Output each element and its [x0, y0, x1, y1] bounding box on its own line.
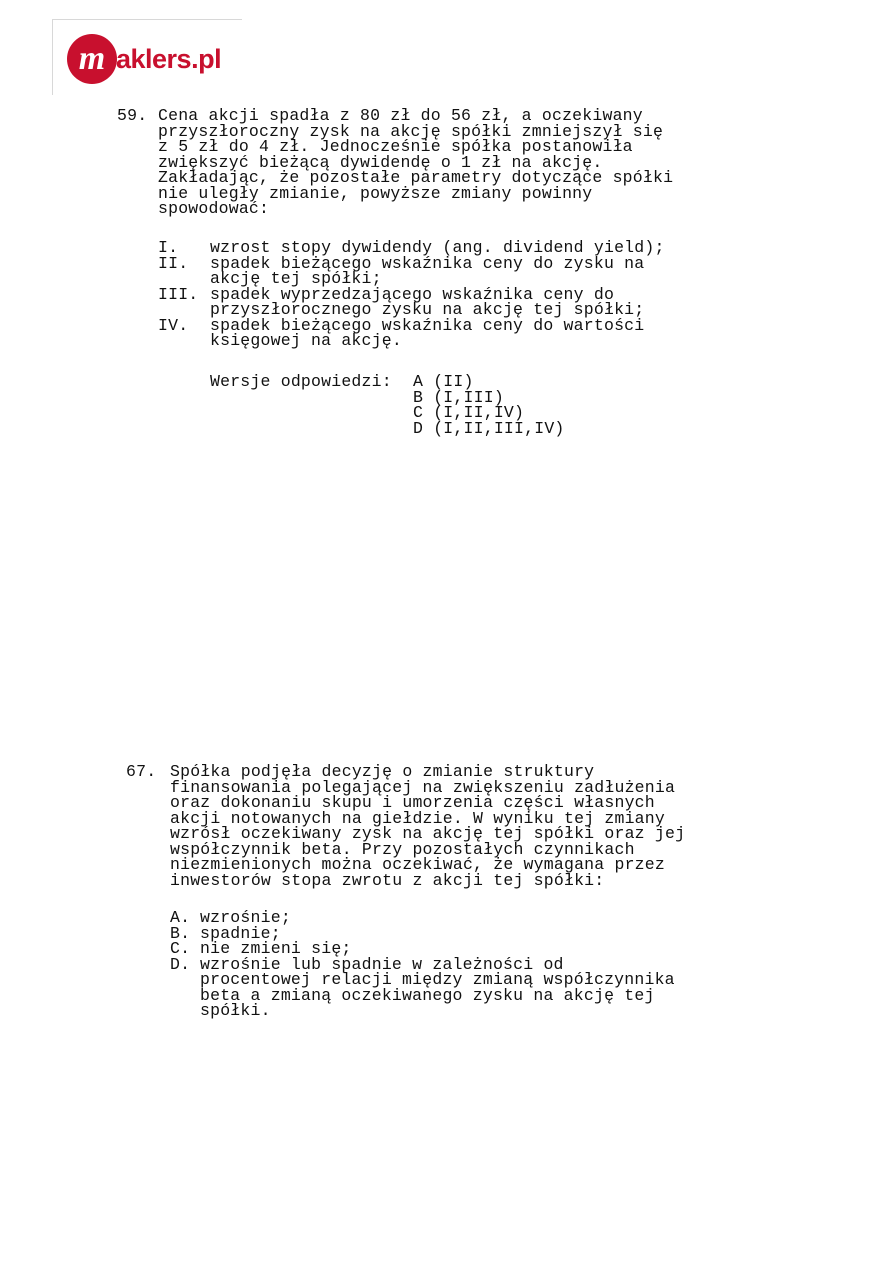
question-text-line: inwestorów stopa zwrotu z akcji tej spółki:	[170, 870, 605, 890]
question-text-line: przyszłoroczny zysk na akcję spółki zmniejszył się	[158, 121, 664, 141]
answer-option: C (I,II,IV)	[413, 403, 525, 422]
option-text: spółki.	[200, 1001, 271, 1020]
question-text-line: nie uległy zmianie, powyższe zmiany powinny	[158, 183, 593, 203]
question-text-line: Cena akcji spadła z 80 zł do 56 zł, a oczekiwany	[158, 106, 643, 125]
option-text: spadnie;	[200, 923, 281, 943]
question-59-text	[158, 108, 673, 217]
answer-option	[170, 1003, 675, 1019]
question-text-line: współczynnik beta. Przy pozostałych czynnikach	[170, 839, 635, 859]
logo-divider	[52, 19, 242, 20]
option-letter	[170, 1003, 200, 1019]
statement-number: IV.	[158, 315, 189, 335]
maklers-logo-icon	[66, 33, 118, 85]
option-text: nie zmieni się;	[200, 939, 352, 958]
option-letter: C.	[170, 939, 191, 958]
statement-text: wzrost stopy dywidendy (ang. dividend yield);	[210, 238, 665, 257]
statement-number: I.	[158, 238, 179, 257]
answers-list	[413, 374, 565, 436]
option-text: beta a zmianą oczekiwanego zysku na akcję tej	[200, 985, 655, 1005]
question-59-items	[158, 240, 665, 349]
answer-option: A (II)	[413, 372, 474, 391]
logo-divider-vertical	[52, 19, 53, 95]
option-text: wzrośnie lub spadnie w zależności od	[200, 954, 564, 974]
question-text-line: wzrósł oczekiwany zysk na akcję tej spółki oraz jej	[170, 824, 686, 843]
statement-text: księgowej na akcję.	[210, 331, 402, 350]
statement-number	[158, 333, 210, 349]
question-text-line: niezmienionych można oczekiwać, że wymagana przez	[170, 855, 665, 874]
question-text-line: z 5 zł do 4 zł. Jednocześnie spółka postanowiła	[158, 137, 633, 156]
statement-text: akcję tej spółki;	[210, 269, 382, 288]
question-text-line: oraz dokonaniu skupu i umorzenia części własnych	[170, 793, 655, 812]
question-text-line: finansowania polegającej na zwiększeniu zadłużenia	[170, 777, 676, 797]
statement-text: spadek wyprzedzającego wskaźnika ceny do	[210, 284, 615, 304]
question-67-number: 67.	[126, 762, 157, 781]
question-text-line: akcji notowanych na giełdzie. W wyniku tej zmiany	[170, 808, 665, 828]
question-67-options	[170, 910, 675, 1019]
statement-text: przyszłorocznego zysku na akcję tej spółki;	[210, 300, 645, 319]
logo-badge-letter: m	[78, 40, 106, 77]
option-letter	[170, 972, 200, 988]
answer-option: D (I,II,III,IV)	[413, 418, 565, 438]
option-letter: D.	[170, 954, 191, 974]
statement-number: III.	[158, 284, 199, 304]
logo-text: aklers.pl	[116, 44, 222, 74]
question-59-number: 59.	[117, 106, 148, 125]
statement-text: spadek bieżącego wskaźnika ceny do wartości	[210, 315, 645, 335]
option-letter: B.	[170, 923, 191, 943]
option-text: procentowej relacji między zmianą współczynnika	[200, 970, 675, 989]
answers-label: Wersje odpowiedzi:	[210, 372, 392, 391]
question-text-line: zwiększyć bieżącą dywidendę o 1 zł na akcję.	[158, 152, 603, 172]
option-letter	[170, 988, 200, 1004]
statement-item	[158, 333, 665, 349]
statement-number: II.	[158, 253, 189, 273]
question-text-line: Spółka podjęła decyzję o zmianie struktury	[170, 762, 595, 781]
question-text-line: spowodować:	[158, 199, 270, 218]
question-text-line: Zakładając, że pozostałe parametry dotyczące spółki	[158, 168, 674, 187]
statement-text: spadek bieżącego wskaźnika ceny do zysku na	[210, 253, 645, 273]
option-text: wzrośnie;	[200, 908, 291, 927]
option-letter: A.	[170, 908, 191, 927]
question-67-text	[170, 764, 685, 888]
answer-option: B (I,III)	[413, 387, 504, 407]
